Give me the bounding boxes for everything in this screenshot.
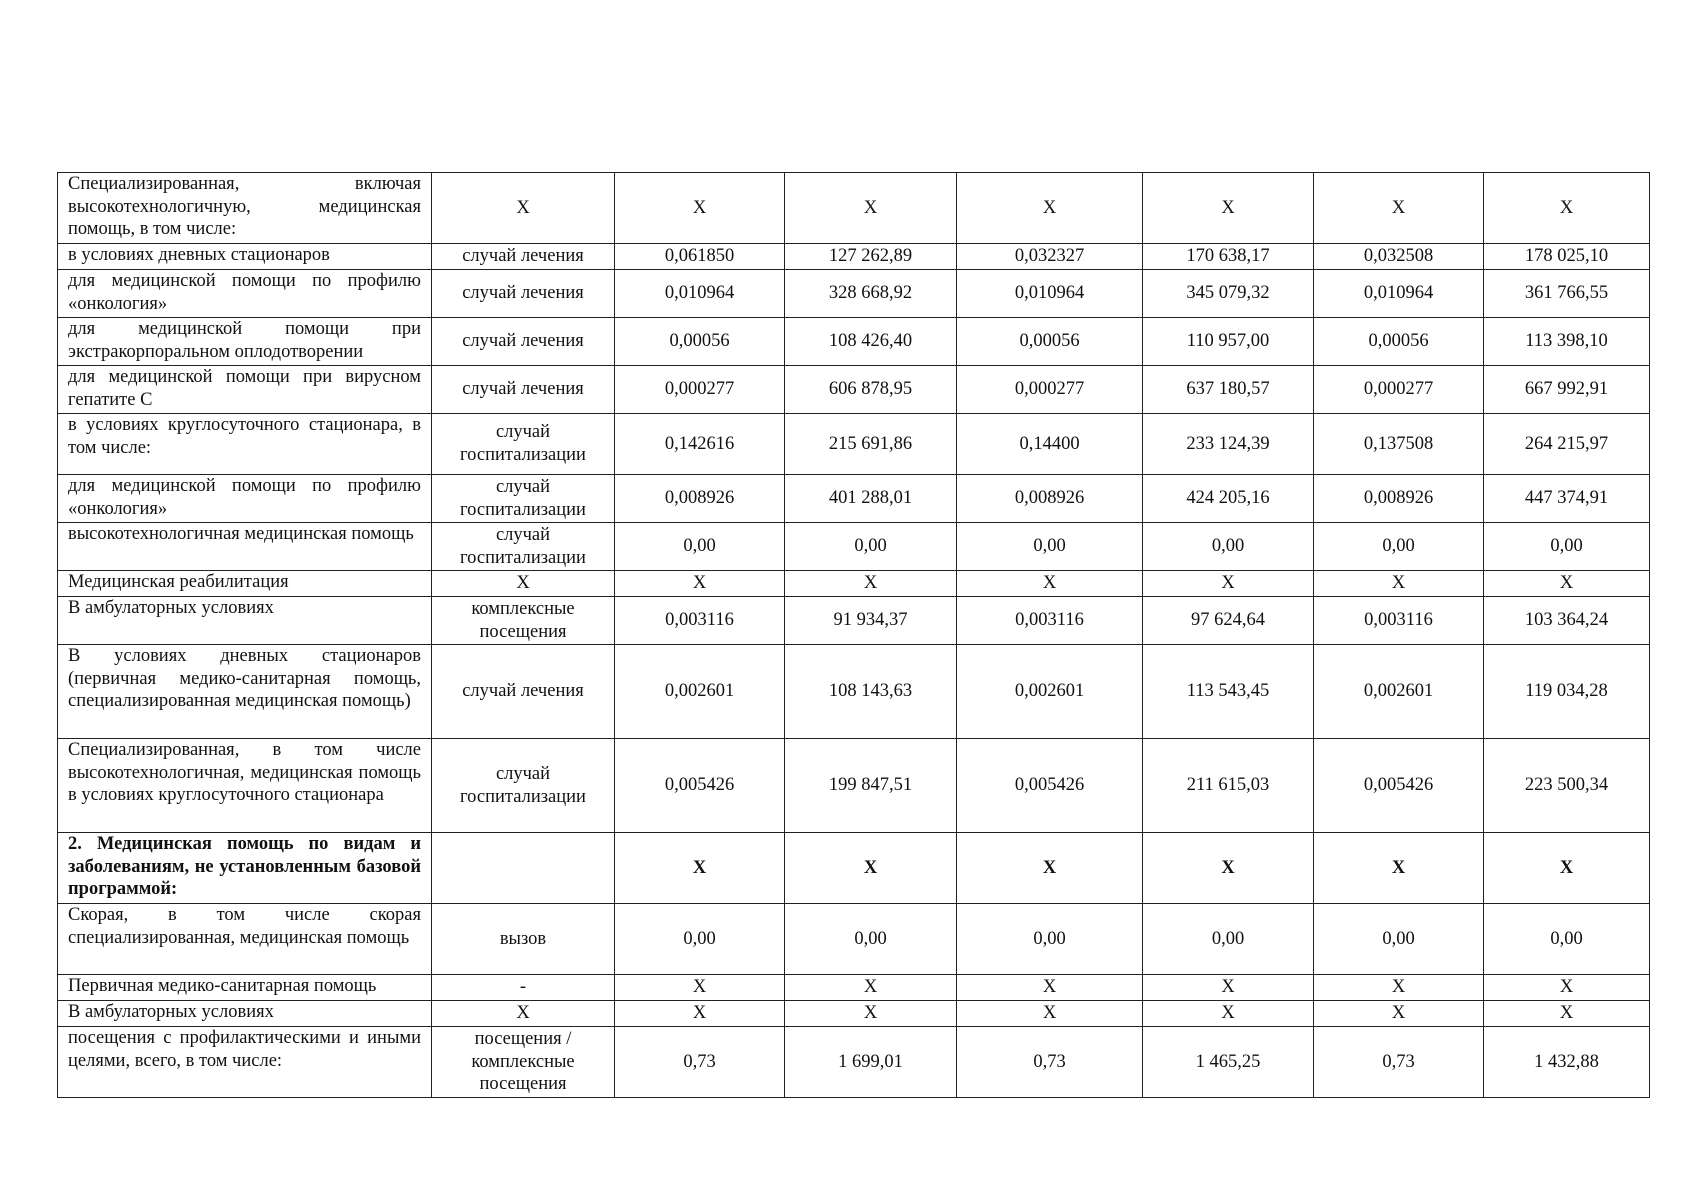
cell-value: 233 124,39: [1143, 414, 1314, 475]
row-description: Первичная медико-санитарная помощь: [58, 975, 432, 1001]
row-unit: случай госпитализации: [432, 414, 615, 475]
table-row: [58, 1001, 1650, 1027]
cell-value: 0,00: [957, 523, 1143, 571]
row-unit: случай госпитализации: [432, 475, 615, 523]
cell-value: 97 624,64: [1143, 597, 1314, 645]
cell-value: X: [615, 975, 785, 1001]
cell-value: 113 543,45: [1143, 645, 1314, 739]
table-row: [58, 645, 1650, 739]
row-unit: комплексные посещения: [432, 597, 615, 645]
row-description: для медицинской помощи по профилю «онкология»: [58, 270, 432, 318]
cell-value: 361 766,55: [1484, 270, 1650, 318]
cell-value: 0,142616: [615, 414, 785, 475]
row-description: Специализированная, включая высокотехнологичную, медицинская помощь, в том числе:: [58, 173, 432, 244]
cell-value: X: [1143, 173, 1314, 244]
row-description: Скорая, в том числе скорая специализированная, медицинская помощь: [58, 904, 432, 975]
table-row: [58, 270, 1650, 318]
table-row: [58, 597, 1650, 645]
cell-value: 0,00: [615, 523, 785, 571]
row-description: для медицинской помощи по профилю «онкология»: [58, 475, 432, 523]
cell-value: X: [957, 571, 1143, 597]
row-description: 2. Медицинская помощь по видам и заболеваниям, не установленным базовой программой:: [58, 833, 432, 904]
cell-value: 0,005426: [1314, 739, 1484, 833]
cell-value: 0,061850: [615, 244, 785, 270]
table-row: [58, 523, 1650, 571]
cell-value: X: [615, 1001, 785, 1027]
cell-value: X: [957, 1001, 1143, 1027]
row-description: Специализированная, в том числе высокотехнологичная, медицинская помощь в условиях круглосуточного стационара: [58, 739, 432, 833]
cell-value: X: [1314, 173, 1484, 244]
cell-value: 113 398,10: [1484, 318, 1650, 366]
row-description: В амбулаторных условиях: [58, 1001, 432, 1027]
cell-value: X: [1314, 571, 1484, 597]
cell-value: X: [1314, 1001, 1484, 1027]
cell-value: 667 992,91: [1484, 366, 1650, 414]
row-unit: X: [432, 571, 615, 597]
cell-value: X: [1314, 975, 1484, 1001]
cell-value: 0,00056: [1314, 318, 1484, 366]
cell-value: 0,010964: [957, 270, 1143, 318]
cell-value: 119 034,28: [1484, 645, 1650, 739]
row-unit: случай госпитализации: [432, 523, 615, 571]
cell-value: X: [1314, 833, 1484, 904]
cell-value: 606 878,95: [785, 366, 957, 414]
cell-value: 637 180,57: [1143, 366, 1314, 414]
row-description: высокотехнологичная медицинская помощь: [58, 523, 432, 571]
row-description: в условиях круглосуточного стационара, в том числе:: [58, 414, 432, 475]
cell-value: 0,003116: [957, 597, 1143, 645]
cell-value: X: [1484, 173, 1650, 244]
row-unit: вызов: [432, 904, 615, 975]
row-unit: случай лечения: [432, 366, 615, 414]
table-row: [58, 475, 1650, 523]
cell-value: 0,73: [957, 1027, 1143, 1098]
cell-value: X: [785, 833, 957, 904]
table-row: [58, 318, 1650, 366]
cell-value: X: [785, 1001, 957, 1027]
table-row: [58, 366, 1650, 414]
cell-value: 0,00: [785, 904, 957, 975]
cell-value: 0,032508: [1314, 244, 1484, 270]
table-row: [58, 739, 1650, 833]
table-row: [58, 244, 1650, 270]
row-unit: X: [432, 173, 615, 244]
row-unit: [432, 833, 615, 904]
row-unit: случай госпитализации: [432, 739, 615, 833]
cell-value: 0,000277: [957, 366, 1143, 414]
cell-value: 91 934,37: [785, 597, 957, 645]
cell-value: 401 288,01: [785, 475, 957, 523]
cell-value: 0,010964: [1314, 270, 1484, 318]
cell-value: 0,00056: [615, 318, 785, 366]
table-row: [58, 1027, 1650, 1098]
cell-value: 103 364,24: [1484, 597, 1650, 645]
cell-value: X: [957, 173, 1143, 244]
cell-value: 127 262,89: [785, 244, 957, 270]
cell-value: 0,005426: [957, 739, 1143, 833]
cell-value: X: [1484, 1001, 1650, 1027]
table-row: [58, 833, 1650, 904]
row-description: Медицинская реабилитация: [58, 571, 432, 597]
cell-value: X: [957, 975, 1143, 1001]
cell-value: X: [615, 833, 785, 904]
cell-value: 0,00: [785, 523, 957, 571]
cell-value: X: [1484, 571, 1650, 597]
cell-value: X: [615, 571, 785, 597]
cell-value: 0,00: [1484, 523, 1650, 571]
cell-value: 0,003116: [615, 597, 785, 645]
cell-value: 424 205,16: [1143, 475, 1314, 523]
cell-value: X: [1143, 571, 1314, 597]
row-description: посещения с профилактическими и иными целями, всего, в том числе:: [58, 1027, 432, 1098]
row-unit: случай лечения: [432, 270, 615, 318]
cell-value: X: [615, 173, 785, 244]
cell-value: 0,032327: [957, 244, 1143, 270]
row-description: В условиях дневных стационаров (первичная медико-санитарная помощь, специализированная медицинская помощь): [58, 645, 432, 739]
cell-value: 0,000277: [615, 366, 785, 414]
table-row: [58, 173, 1650, 244]
cell-value: 328 668,92: [785, 270, 957, 318]
row-unit: -: [432, 975, 615, 1001]
table-row: [58, 571, 1650, 597]
table-row: [58, 904, 1650, 975]
cell-value: 0,00: [1314, 904, 1484, 975]
cell-value: 0,00: [1143, 904, 1314, 975]
cell-value: 0,002601: [957, 645, 1143, 739]
cell-value: X: [785, 571, 957, 597]
cell-value: 0,00: [1314, 523, 1484, 571]
row-unit: X: [432, 1001, 615, 1027]
cell-value: 0,14400: [957, 414, 1143, 475]
row-description: для медицинской помощи при экстракорпоральном оплодотворении: [58, 318, 432, 366]
cell-value: 108 143,63: [785, 645, 957, 739]
cell-value: 108 426,40: [785, 318, 957, 366]
row-unit: случай лечения: [432, 244, 615, 270]
cell-value: 1 465,25: [1143, 1027, 1314, 1098]
cell-value: X: [1143, 975, 1314, 1001]
row-description: В амбулаторных условиях: [58, 597, 432, 645]
cell-value: 0,002601: [1314, 645, 1484, 739]
cell-value: X: [1143, 1001, 1314, 1027]
cell-value: 0,008926: [615, 475, 785, 523]
cell-value: X: [785, 173, 957, 244]
cell-value: 0,008926: [1314, 475, 1484, 523]
cell-value: X: [785, 975, 957, 1001]
cell-value: 215 691,86: [785, 414, 957, 475]
cell-value: 0,73: [1314, 1027, 1484, 1098]
cell-value: 0,008926: [957, 475, 1143, 523]
cell-value: 0,003116: [1314, 597, 1484, 645]
cell-value: 0,00: [1484, 904, 1650, 975]
cell-value: 0,000277: [1314, 366, 1484, 414]
cell-value: 0,00: [957, 904, 1143, 975]
cell-value: 0,00056: [957, 318, 1143, 366]
cell-value: 345 079,32: [1143, 270, 1314, 318]
cell-value: 211 615,03: [1143, 739, 1314, 833]
row-unit: случай лечения: [432, 645, 615, 739]
cell-value: 0,005426: [615, 739, 785, 833]
data-table: [57, 172, 1650, 1098]
cell-value: 0,73: [615, 1027, 785, 1098]
cell-value: 110 957,00: [1143, 318, 1314, 366]
cell-value: 0,002601: [615, 645, 785, 739]
table-row: [58, 414, 1650, 475]
cell-value: X: [1484, 975, 1650, 1001]
row-unit: случай лечения: [432, 318, 615, 366]
cell-value: 199 847,51: [785, 739, 957, 833]
cell-value: 1 432,88: [1484, 1027, 1650, 1098]
cell-value: 223 500,34: [1484, 739, 1650, 833]
cell-value: X: [957, 833, 1143, 904]
cell-value: 447 374,91: [1484, 475, 1650, 523]
cell-value: 178 025,10: [1484, 244, 1650, 270]
cell-value: 1 699,01: [785, 1027, 957, 1098]
cell-value: X: [1143, 833, 1314, 904]
cell-value: 0,00: [1143, 523, 1314, 571]
cell-value: X: [1484, 833, 1650, 904]
cell-value: 0,00: [615, 904, 785, 975]
row-description: в условиях дневных стационаров: [58, 244, 432, 270]
cell-value: 264 215,97: [1484, 414, 1650, 475]
row-unit: посещения / комплексные посещения: [432, 1027, 615, 1098]
cell-value: 0,010964: [615, 270, 785, 318]
cell-value: 170 638,17: [1143, 244, 1314, 270]
cell-value: 0,137508: [1314, 414, 1484, 475]
row-description: для медицинской помощи при вирусном гепатите С: [58, 366, 432, 414]
table-row: [58, 975, 1650, 1001]
